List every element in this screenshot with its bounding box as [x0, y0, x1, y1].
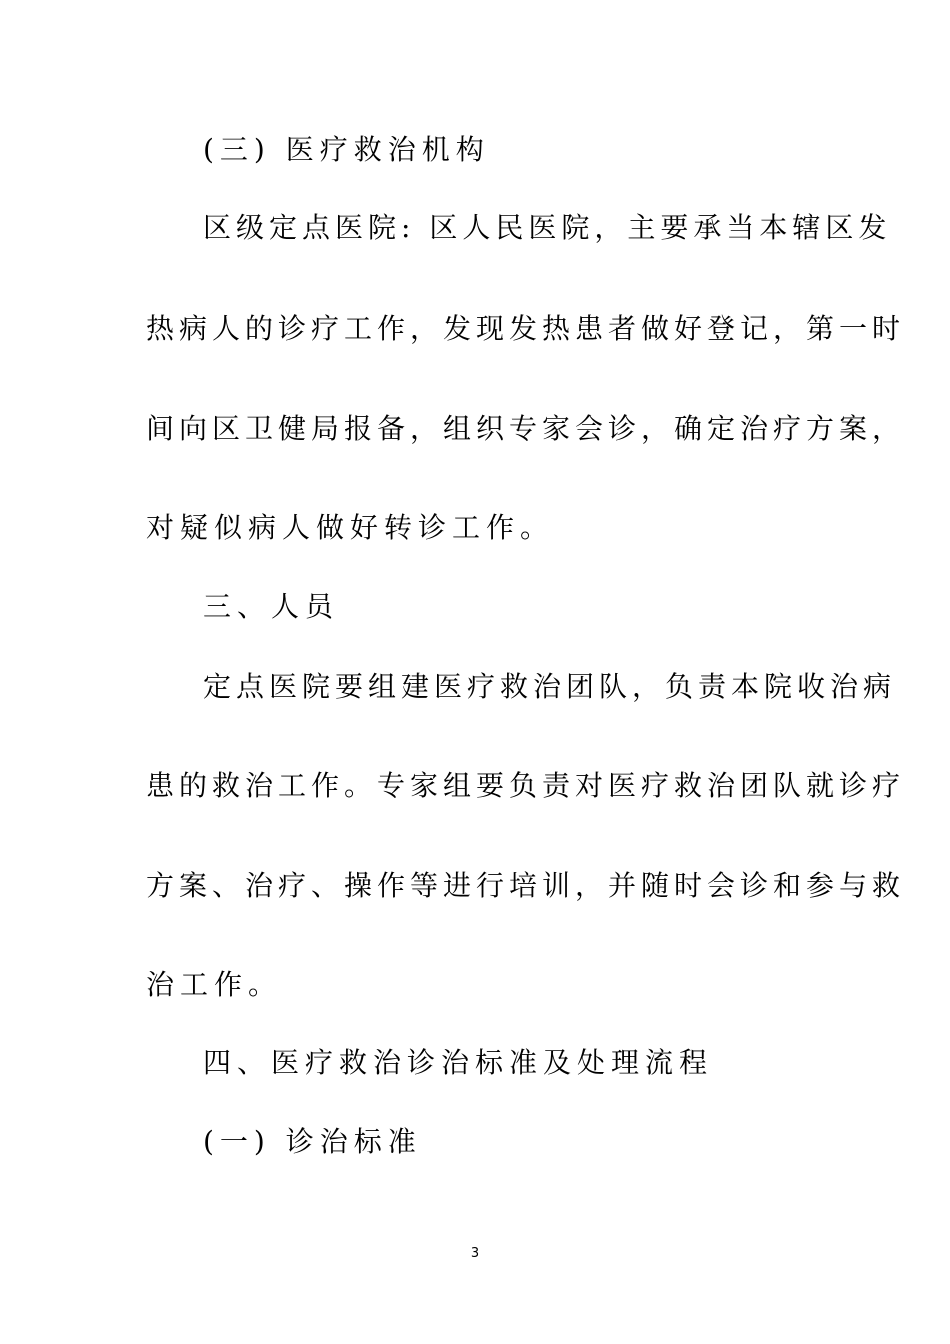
paragraph-line: 区级定点医院: 区人民医院，主要承当本辖区发 [203, 211, 892, 244]
paragraph-line: 对疑似病人做好转诊工作。 [146, 511, 555, 544]
paragraph-line: 治工作。 [146, 968, 283, 1001]
paragraph-line: 热病人的诊疗工作，发现发热患者做好登记，第一时 [146, 312, 906, 345]
subheading-diagnosis-standards: (一) 诊治标准 [203, 1125, 422, 1158]
paragraph-line: 患的救治工作。专家组要负责对医疗救治团队就诊疗 [146, 769, 906, 802]
section-heading-personnel: 三、人员 [203, 590, 340, 623]
section-heading-standards: 四、医疗救治诊治标准及处理流程 [203, 1046, 714, 1079]
paragraph-line: 间向区卫健局报备，组织专家会诊，确定治疗方案， [146, 412, 906, 445]
page-number: 3 [470, 1246, 480, 1261]
paragraph-line: 方案、治疗、操作等进行培训，并随时会诊和参与救 [146, 869, 906, 902]
paragraph-line: 定点医院要组建医疗救治团队，负责本院收治病 [203, 670, 897, 703]
subheading-medical-institutions: (三) 医疗救治机构 [203, 133, 490, 166]
